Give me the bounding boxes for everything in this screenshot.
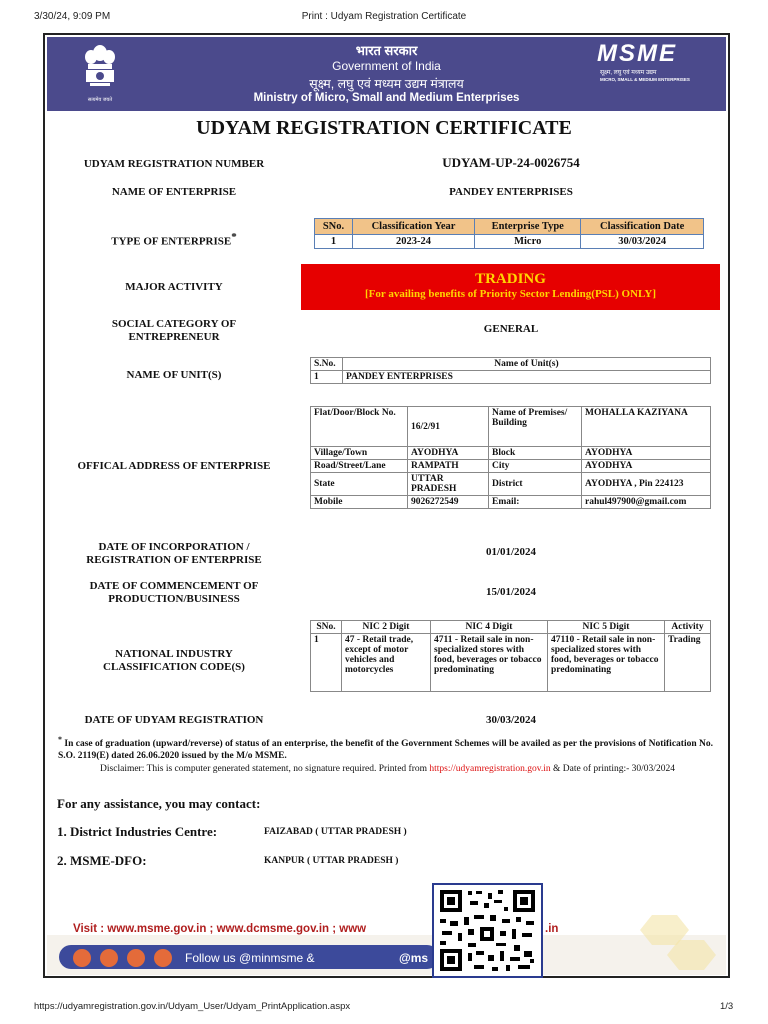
address-value: 9026272549	[408, 496, 489, 509]
address-table	[310, 406, 711, 509]
nic-cell: Trading	[665, 634, 711, 692]
print-datetime: 3/30/24, 9:09 PM	[34, 11, 111, 22]
udyam-date-value: 30/03/2024	[485, 714, 537, 726]
nic-header: Activity	[665, 621, 711, 634]
banner-govt: Government of India	[332, 59, 441, 73]
address-value: 16/2/91	[408, 407, 489, 447]
nic-header: NIC 2 Digit	[342, 621, 431, 634]
reg-number-label: UDYAM REGISTRATION NUMBER	[83, 158, 265, 170]
banner-hindi-govt: भारत सरकार	[355, 43, 418, 58]
classification-header: Enterprise Type	[475, 219, 581, 235]
classification-cell: 1	[315, 235, 353, 249]
commencement-value: 15/01/2024	[485, 586, 537, 598]
address-value: RAMPATH	[408, 460, 489, 473]
enterprise-name-value: PANDEY ENTERPRISES	[449, 186, 573, 198]
units-header: S.No.	[311, 358, 343, 371]
incorporation-label: DATE OF INCORPORATION / REGISTRATION OF ENTERPRISE	[86, 541, 262, 566]
classification-cell: 30/03/2024	[581, 235, 704, 249]
units-table	[310, 357, 711, 384]
msme-logo-hindi: सूक्ष्म, लघु एवं मध्यम उद्यम	[600, 70, 657, 76]
address-value: AYODHYA , Pin 224123	[582, 473, 711, 496]
nic-cell: 1	[311, 634, 342, 692]
classification-header: Classification Date	[581, 219, 704, 235]
address-key: Flat/Door/Block No.	[311, 407, 408, 447]
address-key: State	[311, 473, 408, 496]
nic-cell: 47110 - Retail sale in non-specialized stores with food, beverages or tobacco predominating	[548, 634, 665, 692]
banner-hindi-ministry: सूक्ष्म, लघु एवं मध्यम उद्यम मंत्रालय	[309, 77, 464, 91]
header-banner	[47, 37, 726, 111]
print-url: https://udyamregistration.gov.in/Udyam_User/Udyam_PrintApplication.aspx	[34, 1001, 351, 1012]
address-value: AYODHYA	[408, 447, 489, 460]
dfo-label: 2. MSME-DFO:	[57, 853, 147, 868]
address-key: Email:	[489, 496, 582, 509]
msme-logo: MSME	[597, 40, 677, 67]
reg-number-value: UDYAM-UP-24-0026754	[442, 155, 580, 170]
activity-label: MAJOR ACTIVITY	[125, 281, 223, 293]
footer-follow-end: @ms	[399, 951, 429, 965]
address-key: District	[489, 473, 582, 496]
incorporation-value: 01/01/2024	[485, 546, 537, 558]
social-label: SOCIAL CATEGORY OF ENTREPRENEUR	[111, 318, 237, 343]
nic-cell: 4711 - Retail sale in non-specialized stores with food, beverages or tobacco predominating	[431, 634, 548, 692]
classification-cell: 2023-24	[353, 235, 475, 249]
commencement-label: DATE OF COMMENCEMENT OF PRODUCTION/BUSINESS	[89, 580, 259, 605]
type-label: TYPE OF ENTERPRISE*	[111, 231, 237, 248]
footer-visit[interactable]: Visit : www.msme.gov.in ; www.dcmsme.gov.in ; www	[73, 923, 367, 935]
banner-ministry: Ministry of Micro, Small and Medium Enterprises	[253, 92, 520, 104]
social-icons	[73, 949, 183, 967]
units-header: Name of Unit(s)	[343, 358, 711, 371]
units-label: NAME OF UNIT(S)	[126, 369, 222, 381]
activity-value: TRADING	[475, 271, 546, 287]
footer-follow: Follow us @minmsme &	[185, 951, 315, 965]
activity-box	[301, 264, 720, 310]
units-cell: 1	[311, 371, 343, 384]
print-title: Print : Udyam Registration Certificate	[301, 11, 467, 22]
address-value: MOHALLA KAZIYANA	[582, 407, 711, 447]
address-value: UTTAR PRADESH	[408, 473, 489, 496]
dic-label: 1. District Industries Centre:	[57, 824, 218, 839]
twitter-icon[interactable]	[154, 949, 172, 967]
dfo-value: KANPUR ( UTTAR PRADESH )	[264, 856, 399, 866]
nic-label: NATIONAL INDUSTRY CLASSIFICATION CODE(S)	[103, 648, 245, 673]
contact-heading: For any assistance, you may contact:	[57, 796, 261, 811]
address-value: rahul497900@gmail.com	[582, 496, 711, 509]
print-page: 1/3	[720, 1001, 734, 1012]
nic-header: SNo.	[311, 621, 342, 634]
udyam-date-label: DATE OF UDYAM REGISTRATION	[84, 714, 264, 726]
nic-table	[310, 620, 711, 692]
udyam-link[interactable]: https://udyamregistration.gov.in	[429, 764, 551, 774]
nic-header: NIC 5 Digit	[548, 621, 665, 634]
address-key: Mobile	[311, 496, 408, 509]
address-key: Road/Street/Lane	[311, 460, 408, 473]
social-value: GENERAL	[483, 323, 539, 335]
address-label: OFFICAL ADDRESS OF ENTERPRISE	[77, 460, 271, 472]
address-key: Village/Town	[311, 447, 408, 460]
qr-code	[432, 883, 543, 978]
address-key: City	[489, 460, 582, 473]
youtube-icon[interactable]	[127, 949, 145, 967]
classification-header: Classification Year	[353, 219, 475, 235]
classification-table	[314, 218, 704, 249]
nic-cell: 47 - Retail trade, except of motor vehicles and motorcycles	[342, 634, 431, 692]
address-value: AYODHYA	[582, 447, 711, 460]
instagram-icon[interactable]	[100, 949, 118, 967]
activity-note: [For availing benefits of Priority Sector Lending(PSL) ONLY]	[365, 288, 656, 300]
classification-cell: Micro	[475, 235, 581, 249]
qr-code-icon	[434, 885, 541, 976]
footer-visit-end: .in	[545, 923, 559, 935]
certificate-title: UDYAM REGISTRATION CERTIFICATE	[196, 117, 572, 139]
address-key: Name of Premises/ Building	[489, 407, 582, 447]
nic-header: NIC 4 Digit	[431, 621, 548, 634]
facebook-icon[interactable]	[73, 949, 91, 967]
classification-header: SNo.	[315, 219, 353, 235]
address-value: AYODHYA	[582, 460, 711, 473]
units-cell: PANDEY ENTERPRISES	[343, 371, 711, 384]
enterprise-name-label: NAME OF ENTERPRISE	[111, 186, 237, 198]
address-key: Block	[489, 447, 582, 460]
dic-value: FAIZABAD ( UTTAR PRADESH )	[264, 827, 407, 837]
footer-band	[47, 915, 726, 975]
msme-logo-sub: MICRO, SMALL & MEDIUM ENTERPRISES	[600, 77, 690, 82]
disclaimer: Disclaimer: This is computer generated statement, no signature required. Printed from https://udyamregistration.gov.in & Date of printing:- 30/03/2024	[100, 764, 675, 774]
footnote: * In case of graduation (upward/reverse) of status of an enterprise, the benefit of the Government Schemes will be availed as per the provisions of Notification No. S.O. 2119(E) dated 26.06.2020 issued by the M/o MSME.	[58, 735, 714, 762]
emblem-caption: सत्यमेव जयते	[87, 97, 113, 103]
